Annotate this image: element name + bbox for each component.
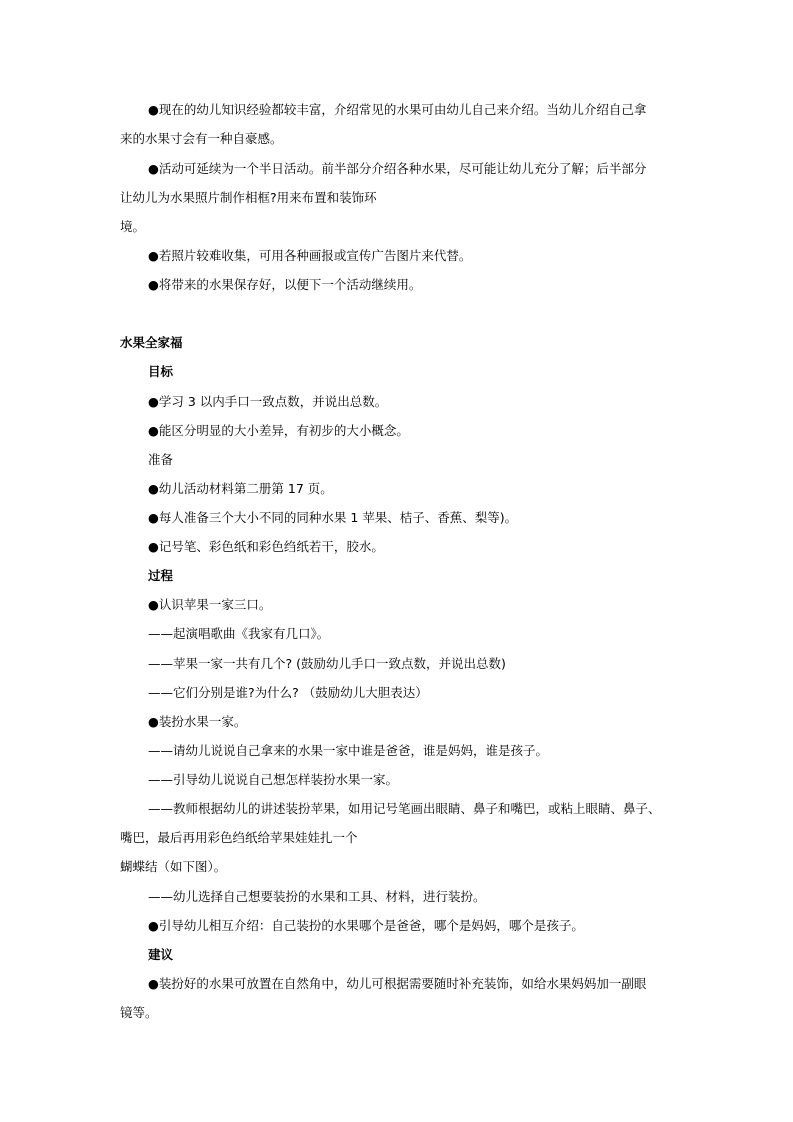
paragraph-line: 境。 xyxy=(120,219,146,234)
paragraph-line: ●若照片较难收集，可用各种画报或宣传广告图片来代替。 xyxy=(148,248,472,263)
paragraph-line: ●幼儿活动材料第二册第 17 页。 xyxy=(148,481,333,496)
paragraph-line: ——教师根据幼儿的讲述装扮苹果，如用记号笔画出眼睛、鼻子和嘴巴，或粘上眼睛、鼻子、 xyxy=(148,801,661,816)
paragraph-line: ——苹果一家一共有几个? (鼓励幼儿手口一致点数，并说出总数) xyxy=(148,656,506,671)
paragraph-line: ——幼儿选择自己想要装扮的水果和工具、材料，进行装扮。 xyxy=(148,889,486,904)
paragraph-line: ●学习 3 以内手口一致点数，并说出总数。 xyxy=(148,394,388,409)
paragraph-line: ●每人准备三个大小不同的同种水果 1 苹果、桔子、香蕉、梨等)。 xyxy=(148,510,518,525)
paragraph-line: ——请幼儿说说自己拿来的水果一家中谁是爸爸，谁是妈妈，谁是孩子。 xyxy=(148,743,549,758)
paragraph-line: ●记号笔、彩色纸和彩色绉纸若干，胶水。 xyxy=(148,539,384,554)
paragraph-line: ●将带来的水果保存好，以便下一个活动继续用。 xyxy=(148,277,422,292)
subheading-goal: 目标 xyxy=(148,364,174,379)
paragraph-line: 嘴巴，最后再用彩色绉纸给苹果娃娃扎一个 xyxy=(120,830,358,845)
paragraph-line: ●能区分明显的大小差异，有初步的大小概念。 xyxy=(148,423,409,438)
paragraph-line: 镜等。 xyxy=(120,1005,158,1020)
paragraph-line: 来的水果寸会有一种自豪感。 xyxy=(120,131,283,146)
paragraph-line: 蝴蝶结（如下图）。 xyxy=(120,859,227,874)
paragraph-line: ——它们分别是谁?为什么? （鼓励幼儿大胆表达） xyxy=(148,685,428,700)
paragraph-line: ●装扮好的水果可放置在自然角中，幼儿可根据需要随时补充装饰，如给水果妈妈加一副眼 xyxy=(148,976,647,991)
paragraph-line: ●现在的幼儿知识经验都较丰富，介绍常见的水果可由幼儿自己来介绍。当幼儿介绍自己拿 xyxy=(148,102,647,117)
section-title: 水果全家福 xyxy=(120,335,183,350)
subheading-suggestion: 建议 xyxy=(148,947,174,962)
paragraph-line: ●引导幼儿相互介绍：自己装扮的水果哪个是爸爸，哪个是妈妈，哪个是孩子。 xyxy=(148,918,584,933)
subheading-process: 过程 xyxy=(148,568,174,583)
paragraph-line: ●认识苹果一家三口。 xyxy=(148,597,272,612)
paragraph-line: 让幼儿为水果照片制作相框?用来布置和装饰环 xyxy=(120,190,377,205)
paragraph-line: ——引导幼儿说说自己想怎样装扮水果一家。 xyxy=(148,772,399,787)
subheading-preparation: 准备 xyxy=(148,452,174,467)
paragraph-line: ●装扮水果一家。 xyxy=(148,714,247,729)
paragraph-line: ——起演唱歌曲《我家有几口》。 xyxy=(148,626,330,641)
paragraph-line: ●活动可延续为一个半日活动。前半部分介绍各种水果，尽可能让幼儿充分了解；后半部分 xyxy=(148,161,647,176)
